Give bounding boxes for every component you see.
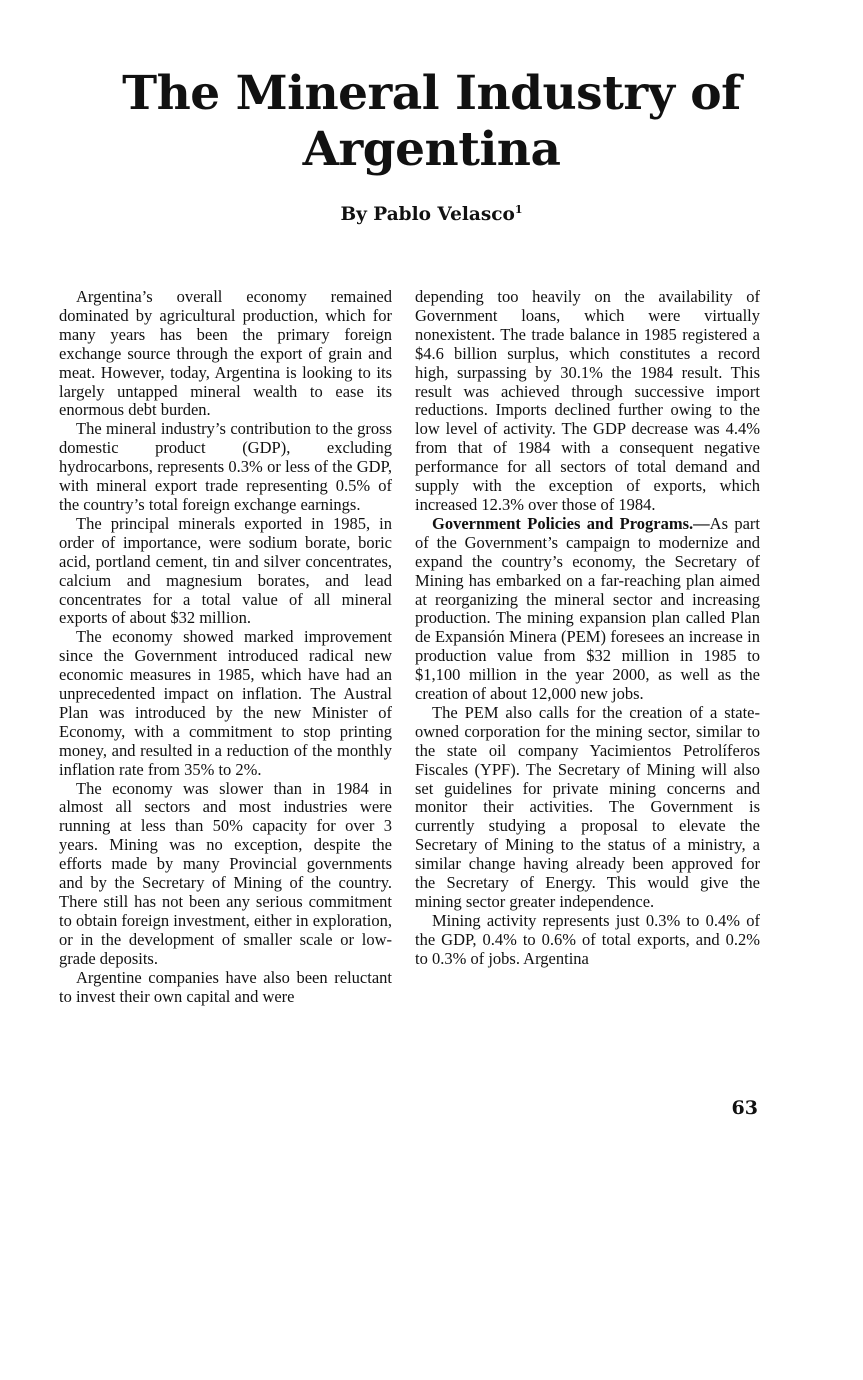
paragraph-economic-slowdown: The economy was slower than in 1984 in almost all sectors and most industries were running at less than 50% capacity for over 3 years. Mining was no exception, despite the efforts made by many Provincial governments and by the Secretary of Mining of the country. There still has not been any serious commitment to obtain foreign investment, either in exploration, or in the development of smaller scale or low-grade deposits.: [59, 778, 392, 968]
paragraph-economy-overview: Argentina’s overall economy remained dominated by agricultural production, which for many years has been the primary foreign exchange source through the export of grain and meat. However, today, Argentina is looking to its largely untapped mineral wealth to ease its enormous debt burden.: [59, 287, 392, 420]
paragraph-pem-corporation: The PEM also calls for the creation of a state-owned corporation for the mining sector, similar to the state oil company Yacimientos Petrolíferos Fiscales (YPF). The Secretary of Mining will also set guidelines for private mining concerns and monitor their activities. The Government is currently studying a proposal to elevate the Secretary of Mining to the status of a ministry, a similar change having already been approved for the Secretary of Energy. This would give the mining sector greater independence.: [415, 702, 760, 911]
author-byline: [40, 203, 823, 227]
paragraph-trade-balance: depending too heavily on the availability of Government loans, which were virtually nonexistent. The trade balance in 1985 registered a $4.6 billion surplus, which constitutes a record high, surpassing by 30.1% the 1984 result. This result was achieved through successive import reductions. Imports declined further owing to the low level of activity. The GDP decrease was 4.4% from that of 1984 with a consequent negative performance for all sectors of total demand and supply with the exception of exports, which increased 12.3% over those of 1984.: [415, 287, 760, 514]
page-number: 63: [731, 1097, 758, 1119]
paragraph-government-policies: [415, 515, 760, 704]
paragraph-gdp-contribution: The mineral industry’s contribution to the gross domestic product (GDP), excluding hydrocarbons, represents 0.3% or less of the GDP, with mineral export trade representing 0.5% of the country’s total foreign exchange earnings.: [59, 419, 392, 514]
section-heading-government-policies: Government Policies and Programs.—: [432, 513, 710, 533]
paragraph-mining-activity: Mining activity represents just 0.3% to 0.4% of the GDP, 0.4% to 0.6% of total exports, and 0.2% to 0.3% of jobs. Argentina: [415, 910, 760, 968]
paragraph-government-policies-text: As part of the Government’s campaign to modernize and expand the country’s economy, the Secretary of Mining has embarked on a far-reaching plan aimed at reorganizing the mineral sector and increasing production. The mining expansion plan called Plan de Expansión Minera (PEM) foresees an increase in production value from $32 million in 1985 to $1,100 million in the year 2000, as well as the creation of about 12,000 new jobs.: [415, 513, 760, 704]
author-footnote-mark: 1: [514, 202, 523, 216]
right-column: [415, 288, 760, 969]
left-column: [59, 288, 392, 1006]
paragraph-austral-plan: The economy showed marked improvement since the Government introduced radical new economic measures in 1985, which have had an unprecedented impact on inflation. The Austral Plan was introduced by the new Minister of Economy, with a commitment to stop printing money, and resulted in a reduction of the monthly inflation rate from 35% to 2%.: [59, 627, 392, 779]
author-name: By Pablo Velasco: [340, 204, 515, 225]
page-title: The Mineral Industry of Argentina: [122, 66, 741, 177]
paragraph-principal-exports: The principal minerals exported in 1985, in order of importance, were sodium borate, boric acid, portland cement, tin and silver concentrates, calcium and magnesium borates, and lead concentrates for a total value of all mineral exports of about $32 million.: [59, 513, 392, 628]
paragraph-capital-reluctance: Argentine companies have also been reluctant to invest their own capital and were: [59, 967, 392, 1006]
